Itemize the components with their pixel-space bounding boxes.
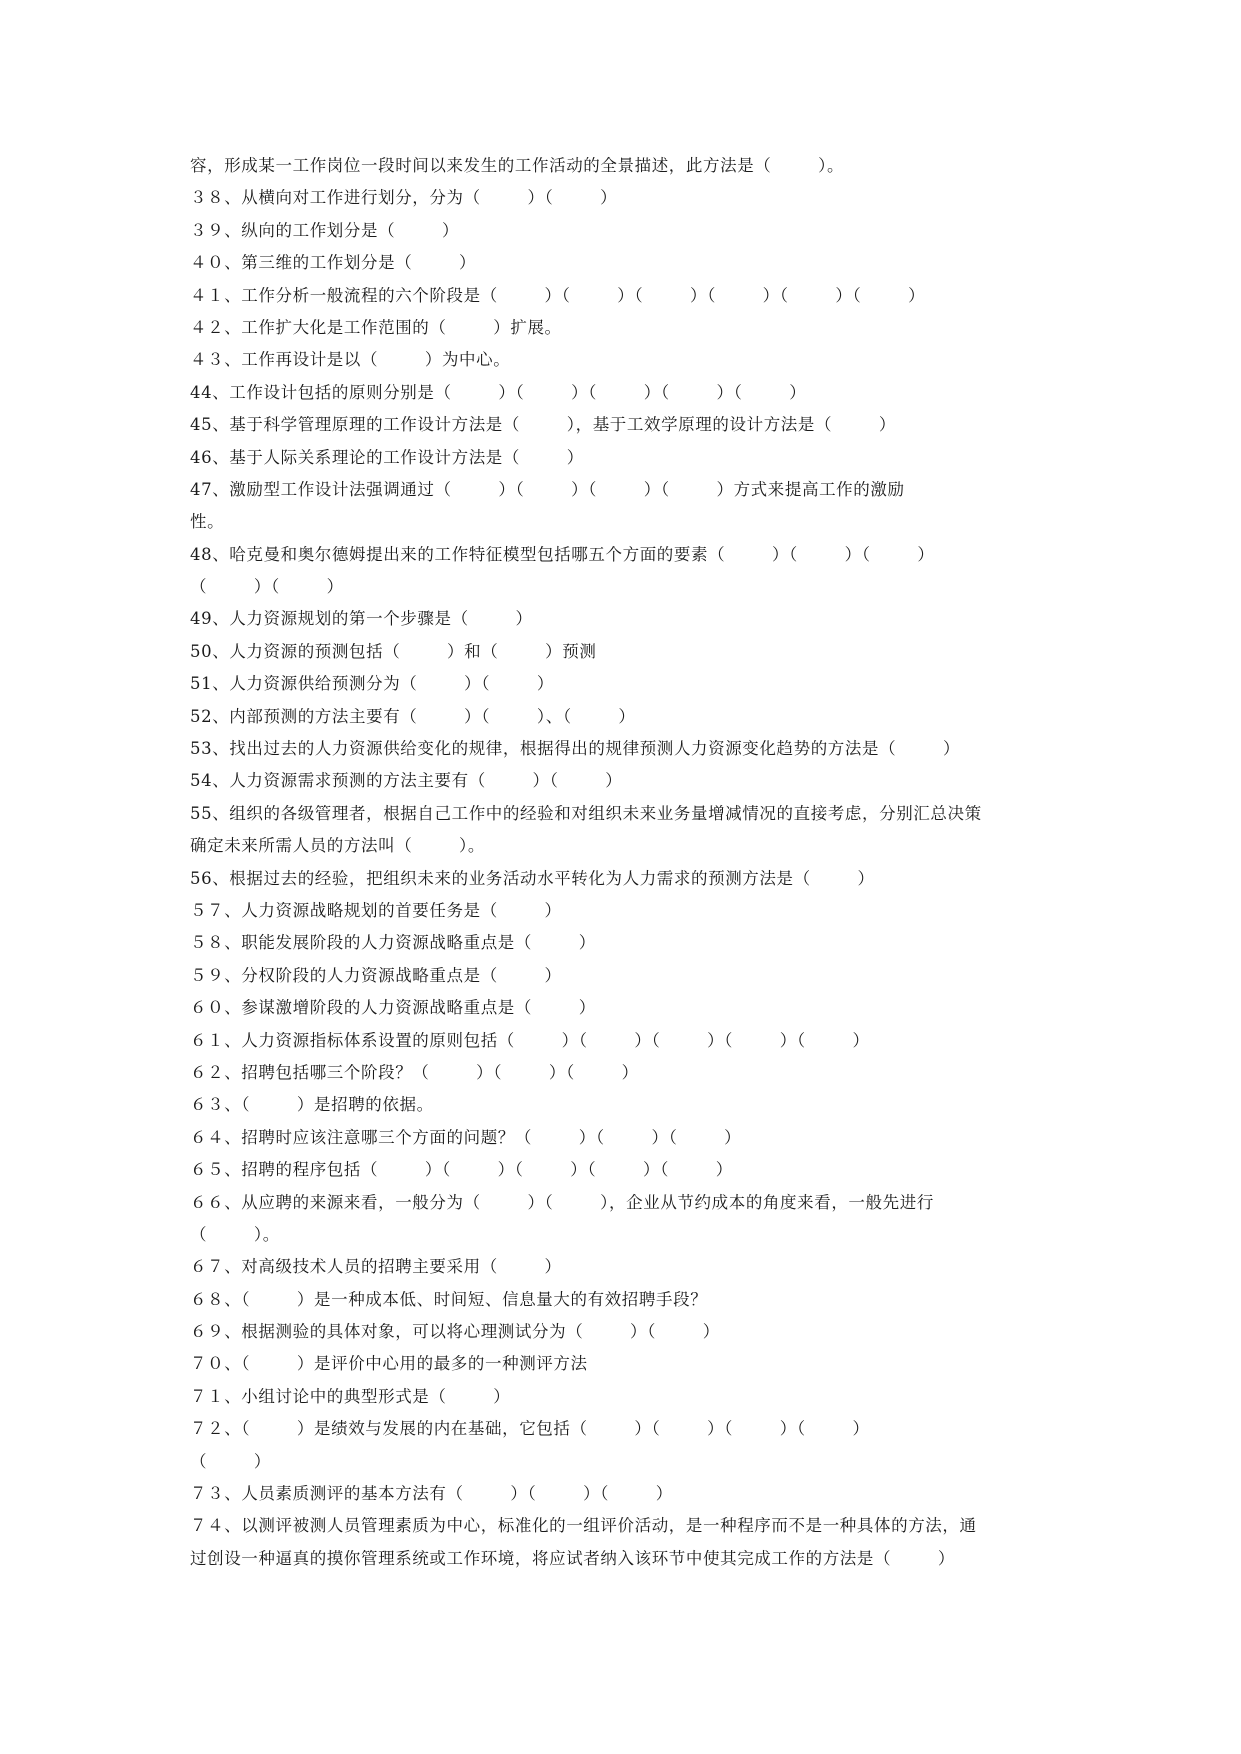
question-45: 45、基于科学管理原理的工作设计方法是（ ），基于工效学原理的设计方法是（ ） (190, 415, 896, 435)
question-51: 51、人力资源供给预测分为（ ）（ ） (190, 674, 554, 694)
question-65: ６５、招聘的程序包括（ ）（ ）（ ）（ ）（ ） (190, 1160, 733, 1180)
question-66: ６６、从应聘的来源来看，一般分为（ ）（ ），企业从节约成本的角度来看，一般先进行 (190, 1192, 934, 1212)
question-39: ３９、纵向的工作划分是（ ） (190, 220, 460, 240)
question-59: ５９、分权阶段的人力资源战略重点是（ ） (190, 965, 562, 985)
question-44: 44、工作设计包括的原则分别是（ ）（ ）（ ）（ ）（ ） (190, 382, 807, 402)
question-53: 53、找出过去的人力资源供给变化的规律，根据得出的规律预测人力资源变化趋势的方法是（ ） (190, 739, 961, 759)
text-line: 容，形成某一工作岗位一段时间以来发生的工作活动的全景描述，此方法是（ ）。 (190, 156, 845, 175)
question-58: ５８、职能发展阶段的人力资源战略重点是（ ） (190, 933, 596, 953)
question-55-continued: 确定未来所需人员的方法叫（ ）。 (190, 836, 486, 856)
question-62: ６２、招聘包括哪三个阶段？（ ）（ ）（ ） (190, 1062, 639, 1082)
question-68: ６８、（ ）是一种成本低、时间短、信息量大的有效招聘手段？ (190, 1289, 708, 1309)
question-74: ７４、以测评被测人员管理素质为中心，标准化的一组评价活动，是一种程序而不是一种具体的方法，通 (190, 1516, 977, 1536)
question-42: ４２、工作扩大化是工作范围的（ ）扩展。 (190, 317, 562, 337)
question-47: 47、激励型工作设计法强调通过（ ）（ ）（ ）（ ）方式来提高工作的激励 (190, 479, 905, 499)
question-70: ７０、（ ）是评价中心用的最多的一种测评方法 (190, 1354, 588, 1374)
question-52: 52、内部预测的方法主要有（ ）（ ）、（ ） (190, 706, 636, 726)
question-47-continued: 性。 (190, 512, 225, 532)
question-48-continued: （ ）（ ） (190, 577, 344, 597)
question-73: ７３、人员素质测评的基本方法有（ ）（ ）（ ） (190, 1484, 673, 1504)
question-63: ６３、（ ）是招聘的依据。 (190, 1095, 434, 1115)
question-67: ６７、对高级技术人员的招聘主要采用（ ） (190, 1257, 562, 1277)
question-55: 55、组织的各级管理者，根据自己工作中的经验和对组织未来业务量增减情况的直接考虑，分别汇总决策 (190, 803, 982, 823)
question-71: ７１、小组讨论中的典型形式是（ ） (190, 1386, 511, 1406)
question-61: ６１、人力资源指标体系设置的原则包括（ ）（ ）（ ）（ ）（ ） (190, 1030, 870, 1050)
question-72-continued: （ ） (190, 1451, 271, 1471)
question-40: ４０、第三维的工作划分是（ ） (190, 253, 477, 273)
question-64: ６４、招聘时应该注意哪三个方面的问题？（ ）（ ）（ ） (190, 1127, 742, 1147)
question-38: ３８、从横向对工作进行划分，分为（ ）（ ） (190, 188, 618, 208)
question-list (190, 150, 1070, 1575)
question-54: 54、人力资源需求预测的方法主要有（ ）（ ） (190, 771, 623, 791)
question-72: ７２、（ ）是绩效与发展的内在基础，它包括（ ）（ ）（ ）（ ） (190, 1419, 870, 1439)
question-57: ５７、人力资源战略规划的首要任务是（ ） (190, 900, 562, 920)
question-66-continued: （ ）。 (190, 1224, 280, 1244)
question-69: ６９、根据测验的具体对象，可以将心理测试分为（ ）（ ） (190, 1322, 720, 1342)
question-49: 49、人力资源规划的第一个步骤是（ ） (190, 609, 533, 629)
question-56: 56、根据过去的经验，把组织未来的业务活动水平转化为人力需求的预测方法是（ ） (190, 868, 875, 888)
question-41: ４１、工作分析一般流程的六个阶段是（ ）（ ）（ ）（ ）（ ）（ ） (190, 285, 926, 305)
question-48: 48、哈克曼和奥尔德姆提出来的工作特征模型包括哪五个方面的要素（ ）（ ）（ ） (190, 544, 935, 564)
question-50: 50、人力资源的预测包括（ ）和（ ）预测 (190, 641, 597, 661)
question-60: ６０、参谋激增阶段的人力资源战略重点是（ ） (190, 998, 596, 1018)
question-46: 46、基于人际关系理论的工作设计方法是（ ） (190, 447, 584, 467)
question-43: ４３、工作再设计是以（ ）为中心。 (190, 350, 511, 370)
question-74-continued: 过创设一种逼真的摸你管理系统或工作环境，将应试者纳入该环节中使其完成工作的方法是（ ） (190, 1548, 955, 1568)
